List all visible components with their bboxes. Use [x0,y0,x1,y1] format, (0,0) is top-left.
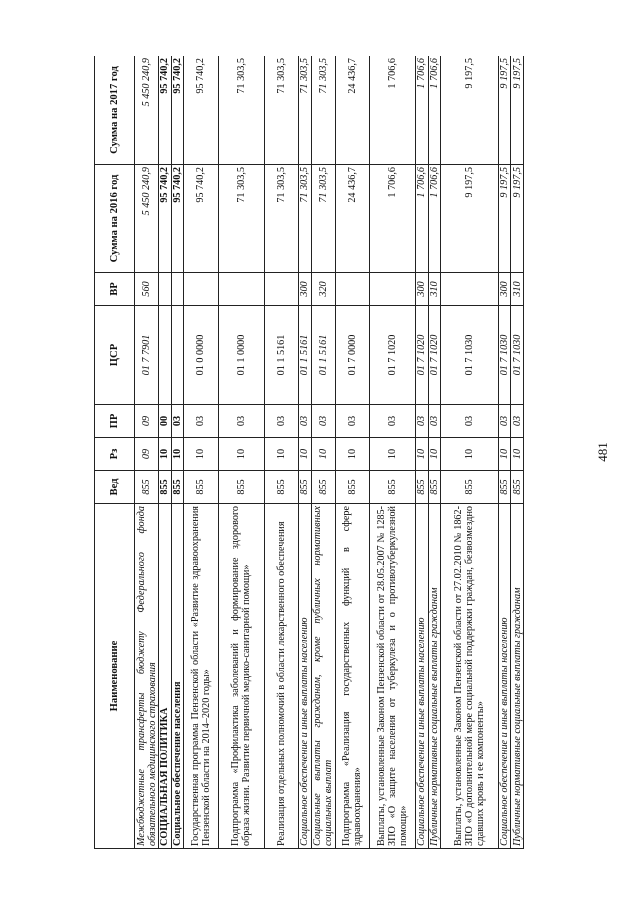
row-ved: 855 [511,471,524,504]
row-pr: 03 [498,405,511,438]
row-sum-2017: 71 303,5 [264,56,298,165]
row-name: Социальное обеспечение и иные выплаты населению [299,504,312,849]
row-name: Социальные выплаты гражданам, кроме публичных нормативных социальных выплат [311,504,335,849]
row-csr: 01 1 5161 [264,306,298,405]
row-ved: 855 [159,471,172,504]
row-rz: 10 [428,438,441,471]
table-row [370,56,416,849]
row-sum-2016: 71 303,5 [218,165,264,273]
row-ved: 855 [498,471,511,504]
header-pr: ПР [95,405,135,438]
row-vr [441,273,498,306]
row-csr [171,306,184,405]
row-sum-2017: 9 197,5 [498,56,511,165]
row-csr [159,306,172,405]
row-rz: 10 [335,438,369,471]
row-csr: 01 7 1020 [416,306,429,405]
row-sum-2016: 1 706,6 [416,165,429,273]
row-rz: 10 [218,438,264,471]
row-ved: 855 [311,471,335,504]
row-ved: 855 [428,471,441,504]
table-row [416,56,429,849]
table-row [184,56,218,849]
row-name: Социальное обеспечение населения [171,504,184,849]
row-vr [264,273,298,306]
row-pr: 03 [299,405,312,438]
row-csr: 01 7 7901 [135,306,159,405]
row-vr [184,273,218,306]
table-body [135,56,524,849]
row-sum-2017: 9 197,5 [511,56,524,165]
row-vr [335,273,369,306]
header-sum-2016: Сумма на 2016 год [95,165,135,273]
row-sum-2016: 9 197,5 [498,165,511,273]
row-ved: 855 [135,471,159,504]
row-sum-2016: 24 436,7 [335,165,369,273]
row-ved: 855 [264,471,298,504]
page-number: 481 [595,442,610,462]
row-sum-2017: 5 450 240,9 [135,56,159,165]
row-ved: 855 [171,471,184,504]
table-row [335,56,369,849]
row-sum-2016: 5 450 240,9 [135,165,159,273]
row-name: Выплаты, установленные Законом Пензенской области от 27.02.2010 № 1862-ЗПО «О дополнительной мере социальной поддержки граждан, безвозмездно сдавших кровь и ее компоненты» [441,504,498,849]
header-vr: ВР [95,273,135,306]
row-vr: 310 [511,273,524,306]
row-rz: 10 [299,438,312,471]
row-name: Выплаты, установленные Законом Пензенской области от 28.05.2007 № 1285-ЗПО «О защите населения от туберкулеза и о противотуберкулезной помощи» [370,504,416,849]
row-sum-2017: 24 436,7 [335,56,369,165]
row-name: Государственная программа Пензенской области «Развитие здравоохранения Пензенской области на 2014–2020 годы» [184,504,218,849]
row-csr: 01 7 0000 [335,306,369,405]
row-sum-2016: 9 197,5 [511,165,524,273]
row-rz: 10 [370,438,416,471]
row-pr: 00 [159,405,172,438]
table-row [135,56,159,849]
row-vr: 300 [299,273,312,306]
budget-table [94,56,524,849]
table-row [264,56,298,849]
row-vr [171,273,184,306]
row-ved: 855 [299,471,312,504]
row-name: Публичные нормативные социальные выплаты гражданам [511,504,524,849]
row-rz: 09 [135,438,159,471]
row-pr: 03 [428,405,441,438]
row-vr: 300 [416,273,429,306]
row-sum-2016: 95 740,2 [171,165,184,273]
row-rz: 10 [441,438,498,471]
table-header [95,56,135,849]
row-csr: 01 7 1030 [498,306,511,405]
table-row [218,56,264,849]
row-rz: 10 [171,438,184,471]
row-name: Социальное обеспечение и иные выплаты населению [498,504,511,849]
row-vr: 320 [311,273,335,306]
header-row [95,56,135,849]
row-ved: 855 [184,471,218,504]
row-name: СОЦИАЛЬНАЯ ПОЛИТИКА [159,504,172,849]
budget-table-container [94,56,524,849]
table-row [311,56,335,849]
row-rz: 10 [264,438,298,471]
row-csr: 01 7 1020 [370,306,416,405]
row-sum-2016: 9 197,5 [441,165,498,273]
row-sum-2017: 71 303,5 [299,56,312,165]
row-vr: 300 [498,273,511,306]
table-row [171,56,184,849]
table-row [498,56,511,849]
row-sum-2016: 71 303,5 [311,165,335,273]
table-row [159,56,172,849]
row-pr: 03 [171,405,184,438]
row-name: Подпрограмма «Реализация государственных функций в сфере здравоохранения» [335,504,369,849]
row-csr: 01 1 5161 [311,306,335,405]
row-csr: 01 1 5161 [299,306,312,405]
row-name: Публичные нормативные социальные выплаты гражданам [428,504,441,849]
row-pr: 03 [416,405,429,438]
row-sum-2016: 1 706,6 [428,165,441,273]
row-sum-2017: 1 706,6 [428,56,441,165]
row-rz: 10 [184,438,218,471]
row-vr [159,273,172,306]
row-sum-2017: 1 706,6 [370,56,416,165]
row-vr: 560 [135,273,159,306]
row-ved: 855 [416,471,429,504]
row-rz: 10 [311,438,335,471]
row-pr: 03 [370,405,416,438]
row-sum-2017: 71 303,5 [311,56,335,165]
row-pr: 03 [218,405,264,438]
header-csr: ЦСР [95,306,135,405]
table-row [511,56,524,849]
row-pr: 03 [511,405,524,438]
row-rz: 10 [416,438,429,471]
row-vr [370,273,416,306]
row-pr: 03 [264,405,298,438]
row-sum-2016: 1 706,6 [370,165,416,273]
row-rz: 10 [498,438,511,471]
row-pr: 03 [184,405,218,438]
row-csr: 01 0 0000 [184,306,218,405]
table-row [428,56,441,849]
row-csr: 01 1 0000 [218,306,264,405]
row-csr: 01 7 1030 [441,306,498,405]
row-pr: 03 [311,405,335,438]
row-sum-2017: 71 303,5 [218,56,264,165]
row-ved: 855 [335,471,369,504]
row-name: Межбюджетные трансферты бюджету Федерального фонда обязательного медицинского страхования [135,504,159,849]
header-ved: Вед [95,471,135,504]
row-sum-2017: 9 197,5 [441,56,498,165]
row-pr: 09 [135,405,159,438]
row-csr: 01 7 1020 [428,306,441,405]
row-sum-2017: 95 740,2 [171,56,184,165]
row-pr: 03 [441,405,498,438]
table-row [441,56,498,849]
table-row [299,56,312,849]
row-sum-2017: 95 740,2 [184,56,218,165]
row-ved: 855 [370,471,416,504]
row-sum-2016: 71 303,5 [264,165,298,273]
row-sum-2016: 95 740,2 [159,165,172,273]
row-name: Социальное обеспечение и иные выплаты населению [416,504,429,849]
header-rz: Рз [95,438,135,471]
row-name: Подпрограмма «Профилактика заболеваний и формирование здорового образа жизни. Развитие первичной медико-санитарной помощи» [218,504,264,849]
header-name: Наименование [95,504,135,849]
row-vr: 310 [428,273,441,306]
row-rz: 10 [159,438,172,471]
row-ved: 855 [441,471,498,504]
row-vr [218,273,264,306]
row-sum-2017: 1 706,6 [416,56,429,165]
row-pr: 03 [335,405,369,438]
row-csr: 01 7 1030 [511,306,524,405]
row-sum-2017: 95 740,2 [159,56,172,165]
row-name: Реализация отдельных полномочий в области лекарственного обеспечения [264,504,298,849]
row-sum-2016: 95 740,2 [184,165,218,273]
row-ved: 855 [218,471,264,504]
row-sum-2016: 71 303,5 [299,165,312,273]
header-sum-2017: Сумма на 2017 год [95,56,135,165]
row-rz: 10 [511,438,524,471]
